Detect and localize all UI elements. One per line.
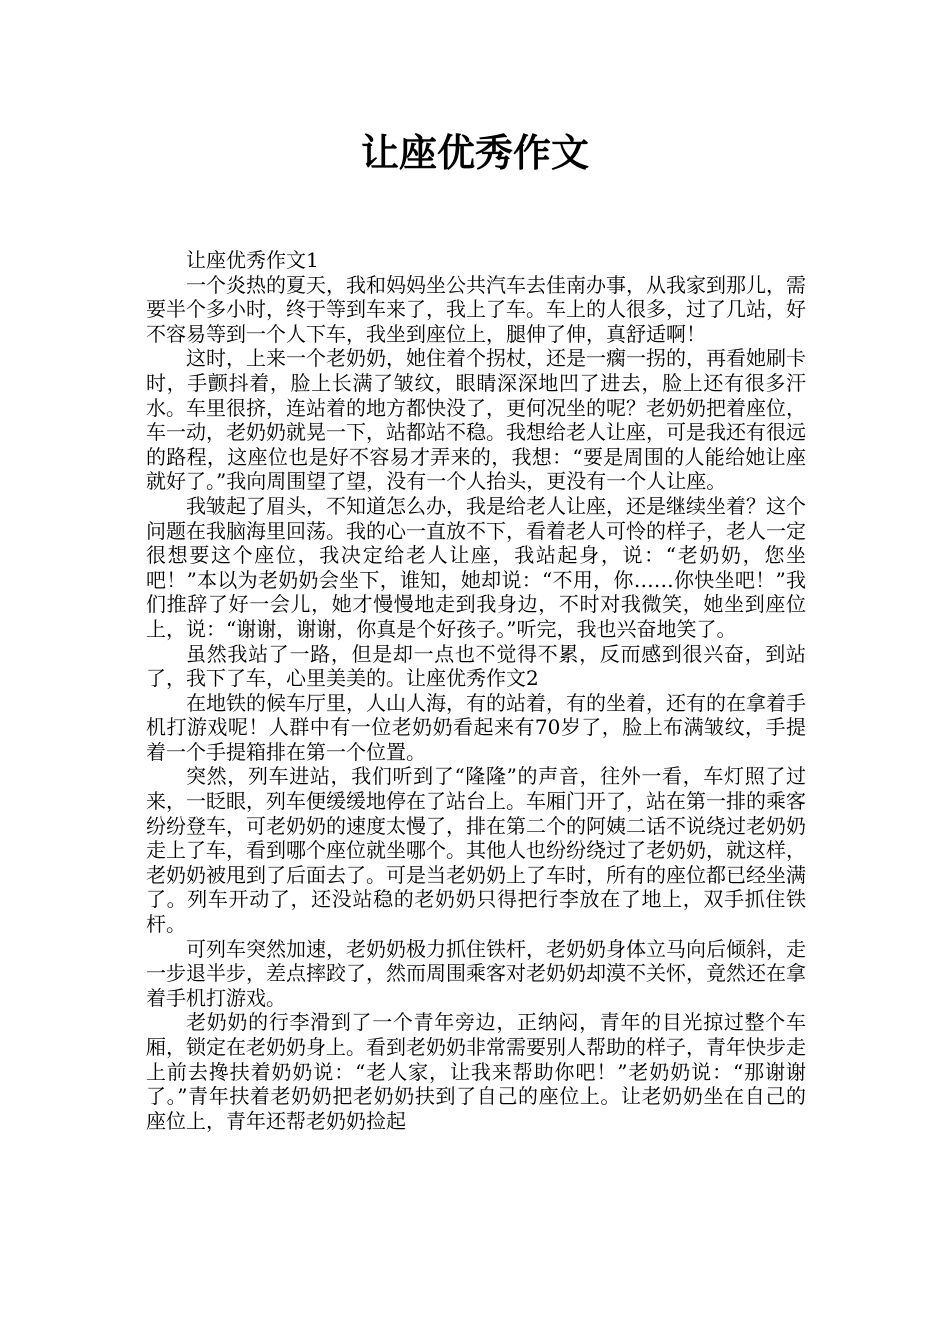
paragraph: 可列车突然加速，老奶奶极力抓住铁杆，老奶奶身体立马向后倾斜，走一步退半步，差点摔跤了，然而周围乘客对老奶奶却漠不关怀，竟然还在拿着手机打游戏。: [146, 936, 806, 1010]
paragraph: 这时，上来一个老奶奶，她住着个拐杖，还是一瘸一拐的，再看她刷卡时，手颤抖着，脸上长满了皱纹，眼睛深深地凹了进去，脸上还有很多汗水。车里很挤，连站着的地方都快没了，更何况坐的呢？老奶奶把着座位，车一动，老奶奶就晃一下，站都站不稳。我想给老人让座，可是我还有很远的路程，这座位也是好不容易才弄来的，我想：“要是周围的人能给她让座就好了。”我向周围望了望，没有一个人抬头，更没有一个人让座。: [146, 346, 806, 494]
paragraph: 老奶奶的行李滑到了一个青年旁边，正纳闷，青年的目光掠过整个车厢，锁定在老奶奶身上。看到老奶奶非常需要别人帮助的样子，青年快步走上前去搀扶着奶奶说：“老人家，让我来帮助你吧！”老奶奶说：“那谢谢了。”青年扶着老奶奶把老奶奶扶到了自己的座位上。让老奶奶坐在自己的座位上，青年还帮老奶奶捡起: [146, 1010, 806, 1133]
section-heading: 让座优秀作文1: [186, 248, 319, 272]
document-body: [146, 248, 806, 1133]
document-title: 让座优秀作文: [360, 131, 589, 175]
paragraph: 突然，列车进站，我们听到了“隆隆”的声音，往外一看，车灯照了过来，一眨眼，列车便缓缓地停在了站台上。车厢门开了，站在第一排的乘客纷纷登车，可老奶奶的速度太慢了，排在第二个的阿姨二话不说绕过老奶奶走上了车，看到哪个座位就坐哪个。其他人也纷纷绕过了老奶奶，就这样，老奶奶被甩到了后面去了。可是当老奶奶上了车时，所有的座位都已经坐满了。列车开动了，还没站稳的老奶奶只得把行李放在了地上，双手抓住铁杆。: [146, 764, 806, 937]
paragraph: 虽然我站了一路，但是却一点也不觉得不累，反而感到很兴奋，到站了，我下了车，心里美美的。让座优秀作文2: [146, 641, 806, 691]
paragraph: 我皱起了眉头，不知道怎么办，我是给老人让座，还是继续坐着？这个问题在我脑海里回荡。我的心一直放不下，看着老人可怜的样子，老人一定很想要这个座位，我决定给老人让座，我站起身，说：“老奶奶，您坐吧！”本以为老奶奶会坐下，谁知，她却说：“不用，你……你快坐吧！”我们推辞了好一会儿，她才慢慢地走到我身边，不时对我微笑，她坐到座位上，说：“谢谢，谢谢，你真是个好孩子。”听完，我也兴奋地笑了。: [146, 493, 806, 641]
paragraph: 在地铁的候车厅里，人山人海，有的站着，有的坐着，还有的在拿着手机打游戏呢！人群中有一位老奶奶看起来有70岁了，脸上布满皱纹，手提着一个手提箱排在第一个位置。: [146, 690, 806, 764]
paragraph: 一个炎热的夏天，我和妈妈坐公共汽车去佳南办事，从我家到那儿，需要半个多小时，终于等到车来了，我上了车。车上的人很多，过了几站，好不容易等到一个人下车，我坐到座位上，腿伸了伸，真舒适啊！: [146, 272, 806, 346]
